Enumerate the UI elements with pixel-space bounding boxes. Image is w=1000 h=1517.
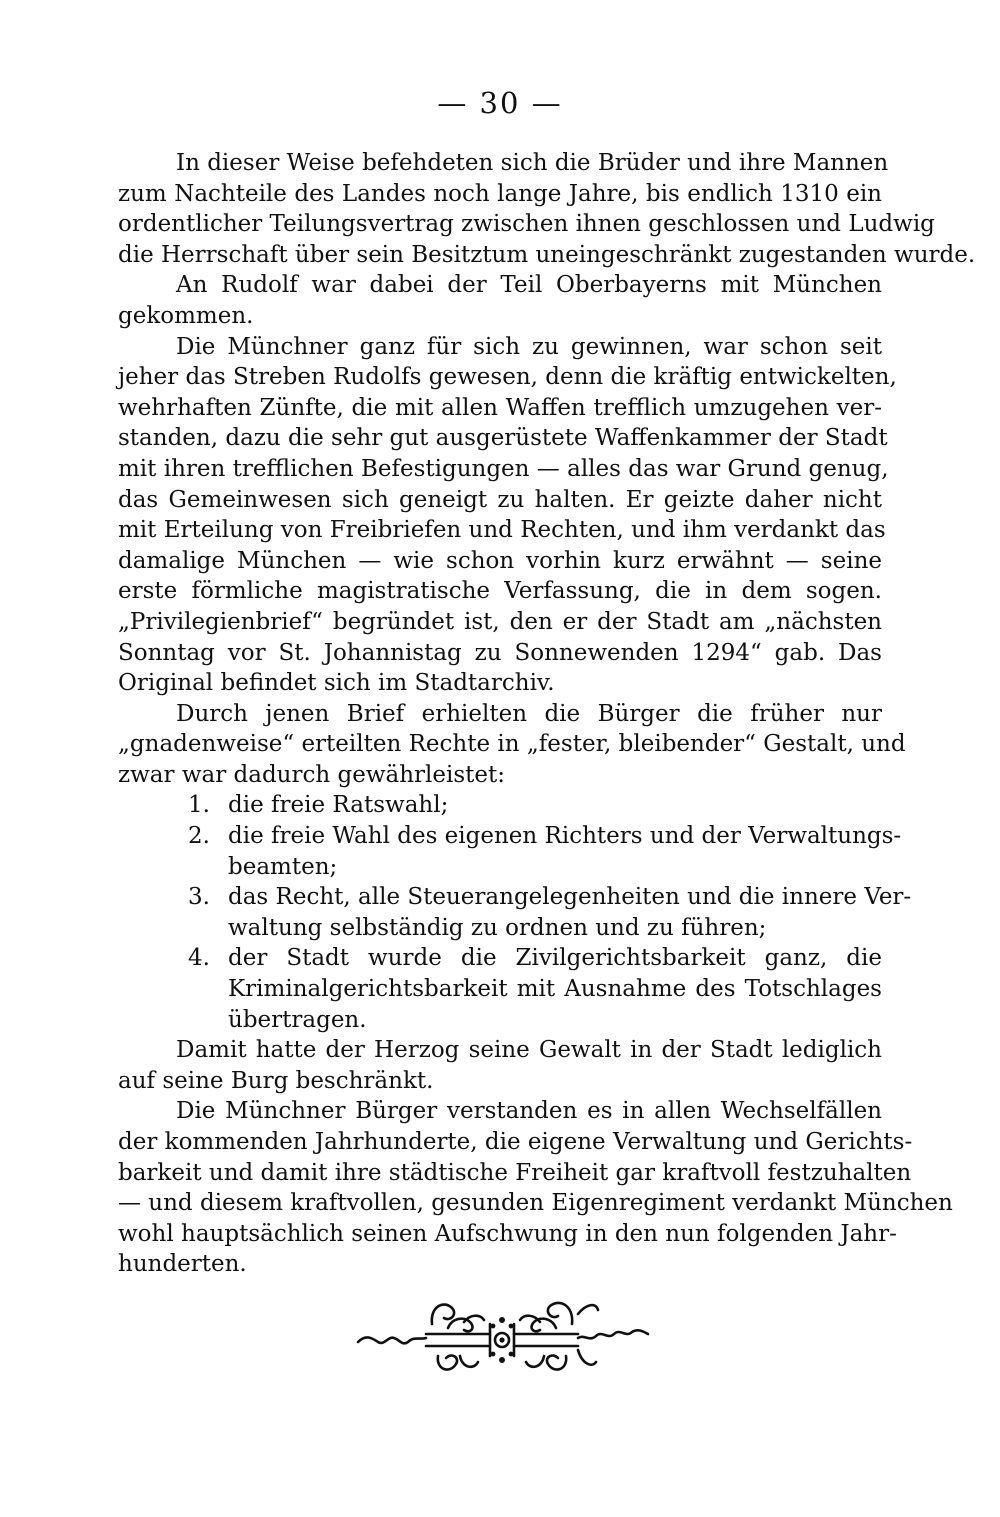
text-line: jeher das Streben Rudolfs gewesen, denn die kräftig entwickelten, bbox=[118, 364, 897, 391]
text-line: das Recht, alle Steuerangelegenheiten und die innere Ver- bbox=[228, 884, 912, 911]
rights-list bbox=[118, 790, 912, 1035]
text-line: Damit hatte der Herzog seine Gewalt in der Stadt lediglich bbox=[176, 1037, 882, 1064]
text-line: mit ihren trefflichen Befestigungen — alles das war Grund genug, bbox=[118, 455, 889, 482]
text-line: Die Münchner Bürger verstanden es in allen Wechselfällen bbox=[176, 1098, 882, 1125]
list-item bbox=[118, 943, 882, 1035]
text-line: ordentlicher Teilungsvertrag zwischen ihnen geschlossen und Ludwig bbox=[118, 211, 935, 238]
paragraph-3 bbox=[118, 332, 897, 699]
list-number: 4. bbox=[188, 945, 210, 972]
text-line: beamten; bbox=[228, 853, 338, 880]
text-line: wohl hauptsächlich seinen Aufschwung in den nun folgenden Jahr- bbox=[118, 1220, 897, 1247]
paragraph-4 bbox=[118, 699, 906, 791]
text-line: In dieser Weise befehdeten sich die Brüder und ihre Mannen bbox=[176, 150, 889, 176]
text-line: der kommenden Jahrhunderte, die eigene Verwaltung und Gerichts- bbox=[118, 1129, 913, 1155]
text-line: zwar war dadurch gewährleistet: bbox=[118, 761, 506, 788]
text-line: Sonntag vor St. Johannistag zu Sonnewenden 1294“ gab. Das bbox=[118, 639, 882, 666]
list-number: 2. bbox=[188, 823, 210, 850]
text-line: Die Münchner ganz für sich zu gewinnen, war schon seit bbox=[176, 333, 882, 360]
text-line: das Gemeinwesen sich geneigt zu halten. Er geizte daher nicht bbox=[118, 486, 882, 513]
paragraph-1 bbox=[118, 148, 976, 270]
list-number: 1. bbox=[188, 792, 210, 819]
text-line: wehrhaften Zünfte, die mit allen Waffen trefflich umzugehen ver- bbox=[118, 394, 882, 421]
text-line: barkeit und damit ihre städtische Freiheit gar kraftvoll festzuhalten bbox=[118, 1159, 912, 1186]
text-line: damalige München — wie schon vorhin kurz erwähnt — seine bbox=[118, 547, 882, 574]
text-line: die freie Wahl des eigenen Richters und der Verwaltungs- bbox=[228, 823, 902, 850]
text-line: erste förmliche magistratische Verfassung, die in dem sogen. bbox=[118, 578, 882, 605]
body-text bbox=[118, 148, 976, 1280]
text-line: waltung selbständig zu ordnen und zu führen; bbox=[228, 914, 767, 941]
text-line: standen, dazu die sehr gut ausgerüstete Waffenkammer der Stadt bbox=[118, 425, 888, 452]
decorative-vignette-icon bbox=[352, 1284, 652, 1380]
list-number: 3. bbox=[188, 884, 210, 911]
text-line: „gnadenweise“ erteilten Rechte in „fester, bleibender“ Gestalt, und bbox=[118, 731, 906, 758]
text-line: zum Nachteile des Landes noch lange Jahre, bis endlich 1310 ein bbox=[118, 180, 882, 207]
paragraph-6 bbox=[118, 1096, 953, 1280]
text-line: Original befindet sich im Stadtarchiv. bbox=[118, 670, 555, 697]
list-item bbox=[118, 790, 882, 821]
text-line: die freie Ratswahl; bbox=[228, 792, 449, 819]
text-line: auf seine Burg beschränkt. bbox=[118, 1067, 434, 1094]
list-item bbox=[118, 821, 902, 882]
text-line: hunderten. bbox=[118, 1251, 247, 1278]
text-line: Kriminalgerichtsbarkeit mit Ausnahme des Totschlages bbox=[228, 976, 882, 1003]
text-line: An Rudolf war dabei der Teil Oberbayerns mit München bbox=[176, 272, 882, 299]
text-line: mit Erteilung von Freibriefen und Rechten, und ihm verdankt das bbox=[118, 517, 886, 544]
text-line: gekommen. bbox=[118, 302, 254, 329]
page-number: — 30 — bbox=[437, 86, 563, 120]
text-line: übertragen. bbox=[228, 1006, 367, 1033]
paragraph-2 bbox=[118, 270, 882, 331]
text-line: — und diesem kraftvollen, gesunden Eigenregiment verdankt München bbox=[118, 1190, 953, 1217]
text-line: die Herrschaft über sein Besitztum uneingeschränkt zugestanden wurde. bbox=[118, 241, 976, 268]
text-line: der Stadt wurde die Zivilgerichtsbarkeit ganz, die bbox=[228, 945, 882, 972]
text-line: Durch jenen Brief erhielten die Bürger die früher nur bbox=[176, 700, 882, 727]
text-line: „Privilegienbrief“ begründet ist, den er der Stadt am „nächsten bbox=[118, 608, 882, 635]
list-item bbox=[118, 882, 912, 943]
paragraph-5 bbox=[118, 1035, 882, 1096]
